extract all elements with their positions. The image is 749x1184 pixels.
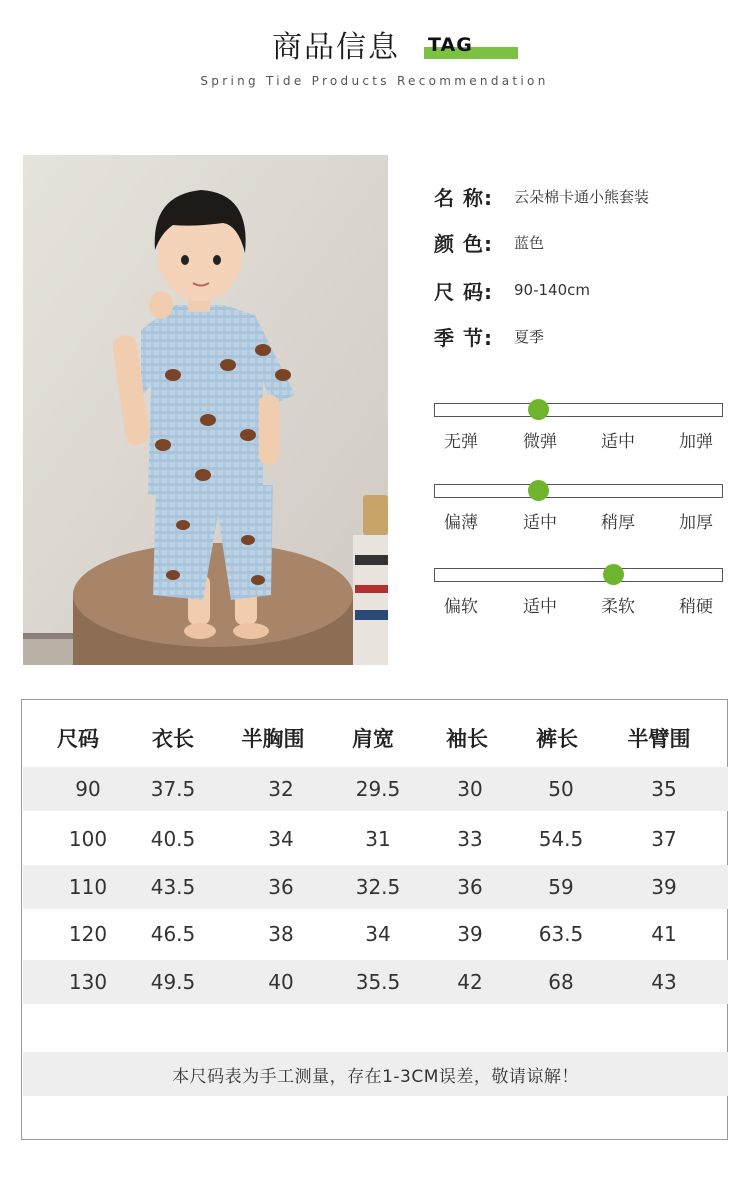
table-cell: 120 [68,922,108,946]
scale-label: 适中 [601,432,635,452]
scale-label: 偏软 [444,597,478,617]
info-key-name: 名 称: [434,185,493,210]
table-header-cell: 半臂围 [627,727,691,751]
table-cell: 63.5 [538,922,584,946]
scale-labels [434,592,734,616]
scale-track [434,403,723,417]
table-cell: 33 [457,827,483,851]
table-cell: 49.5 [150,970,196,994]
scale-track [434,484,723,498]
info-row-size [434,276,590,304]
table-cell: 40 [268,970,294,994]
table-cell: 30 [457,777,483,801]
tag-badge [424,34,518,60]
table-cell: 90 [75,777,101,801]
table-cell: 100 [68,827,108,851]
table-row [23,960,728,1004]
scale-label: 稍硬 [679,597,713,617]
table-row [23,767,728,811]
table-header-cell: 袖长 [446,727,488,751]
scale-indicator [528,480,549,501]
info-row-name [434,182,649,210]
scale-labels [434,508,734,532]
table-cell: 36 [457,875,483,899]
table-cell: 37.5 [150,777,196,801]
table-cell: 50 [548,777,574,801]
scale-label: 柔软 [601,597,635,617]
table-cell: 42 [457,970,483,994]
table-cell: 54.5 [538,827,584,851]
table-cell: 32.5 [355,875,401,899]
section-subtitle: Spring Tide Products Recommendation [200,74,549,88]
scale-label: 加厚 [679,513,713,533]
info-value-size: 90-140cm [514,281,590,299]
table-cell: 43 [651,970,677,994]
table-cell: 32 [268,777,294,801]
table-cell: 29.5 [355,777,401,801]
info-key-season: 季 节: [434,325,493,350]
scale-track [434,568,723,582]
child-model-photo [23,155,388,665]
tag-label: TAG [428,34,473,56]
table-row [23,817,728,861]
product-photo [23,155,388,665]
table-cell: 38 [268,922,294,946]
table-cell: 40.5 [150,827,196,851]
table-cell: 68 [548,970,574,994]
table-row [23,912,728,956]
scale-indicator [528,399,549,420]
table-cell: 36 [268,875,294,899]
table-header-cell: 尺码 [57,727,99,751]
table-header-cell: 肩宽 [352,727,394,751]
scale-label: 偏薄 [444,513,478,533]
info-key-size: 尺 码: [434,279,493,304]
table-cell: 35.5 [355,970,401,994]
scale-label: 微弹 [523,432,557,452]
table-cell: 46.5 [150,922,196,946]
info-value-season: 夏季 [514,327,545,346]
scale-label: 适中 [523,513,557,533]
scale-labels [434,427,734,451]
table-cell: 41 [651,922,677,946]
table-cell: 37 [651,827,677,851]
size-table [21,699,728,1140]
table-header-cell: 半胸围 [241,727,305,751]
table-cell: 110 [68,875,108,899]
table-cell: 34 [268,827,294,851]
table-cell: 39 [651,875,677,899]
info-value-name: 云朵棉卡通小熊套装 [514,187,650,206]
scale-indicator [603,564,624,585]
scale-label: 适中 [523,597,557,617]
table-cell: 35 [651,777,677,801]
measurement-note: 本尺码表为手工测量，存在1-3CM误差，敬请谅解！ [23,1052,728,1096]
info-row-color [434,228,544,256]
scale-label: 稍厚 [601,513,635,533]
table-cell: 31 [365,827,391,851]
table-row [23,865,728,909]
table-cell: 59 [548,875,574,899]
table-cell: 39 [457,922,483,946]
table-header-cell: 裤长 [536,727,578,751]
table-cell: 130 [68,970,108,994]
table-cell: 43.5 [150,875,196,899]
table-header-cell: 衣长 [152,727,194,751]
info-key-color: 颜 色: [434,231,493,256]
table-cell: 34 [365,922,391,946]
info-row-season [434,322,544,350]
info-value-color: 蓝色 [514,233,545,252]
table-header-row [23,714,728,762]
section-title: 商品信息 [272,30,400,65]
scale-label: 无弹 [444,432,478,452]
scale-label: 加弹 [679,432,713,452]
